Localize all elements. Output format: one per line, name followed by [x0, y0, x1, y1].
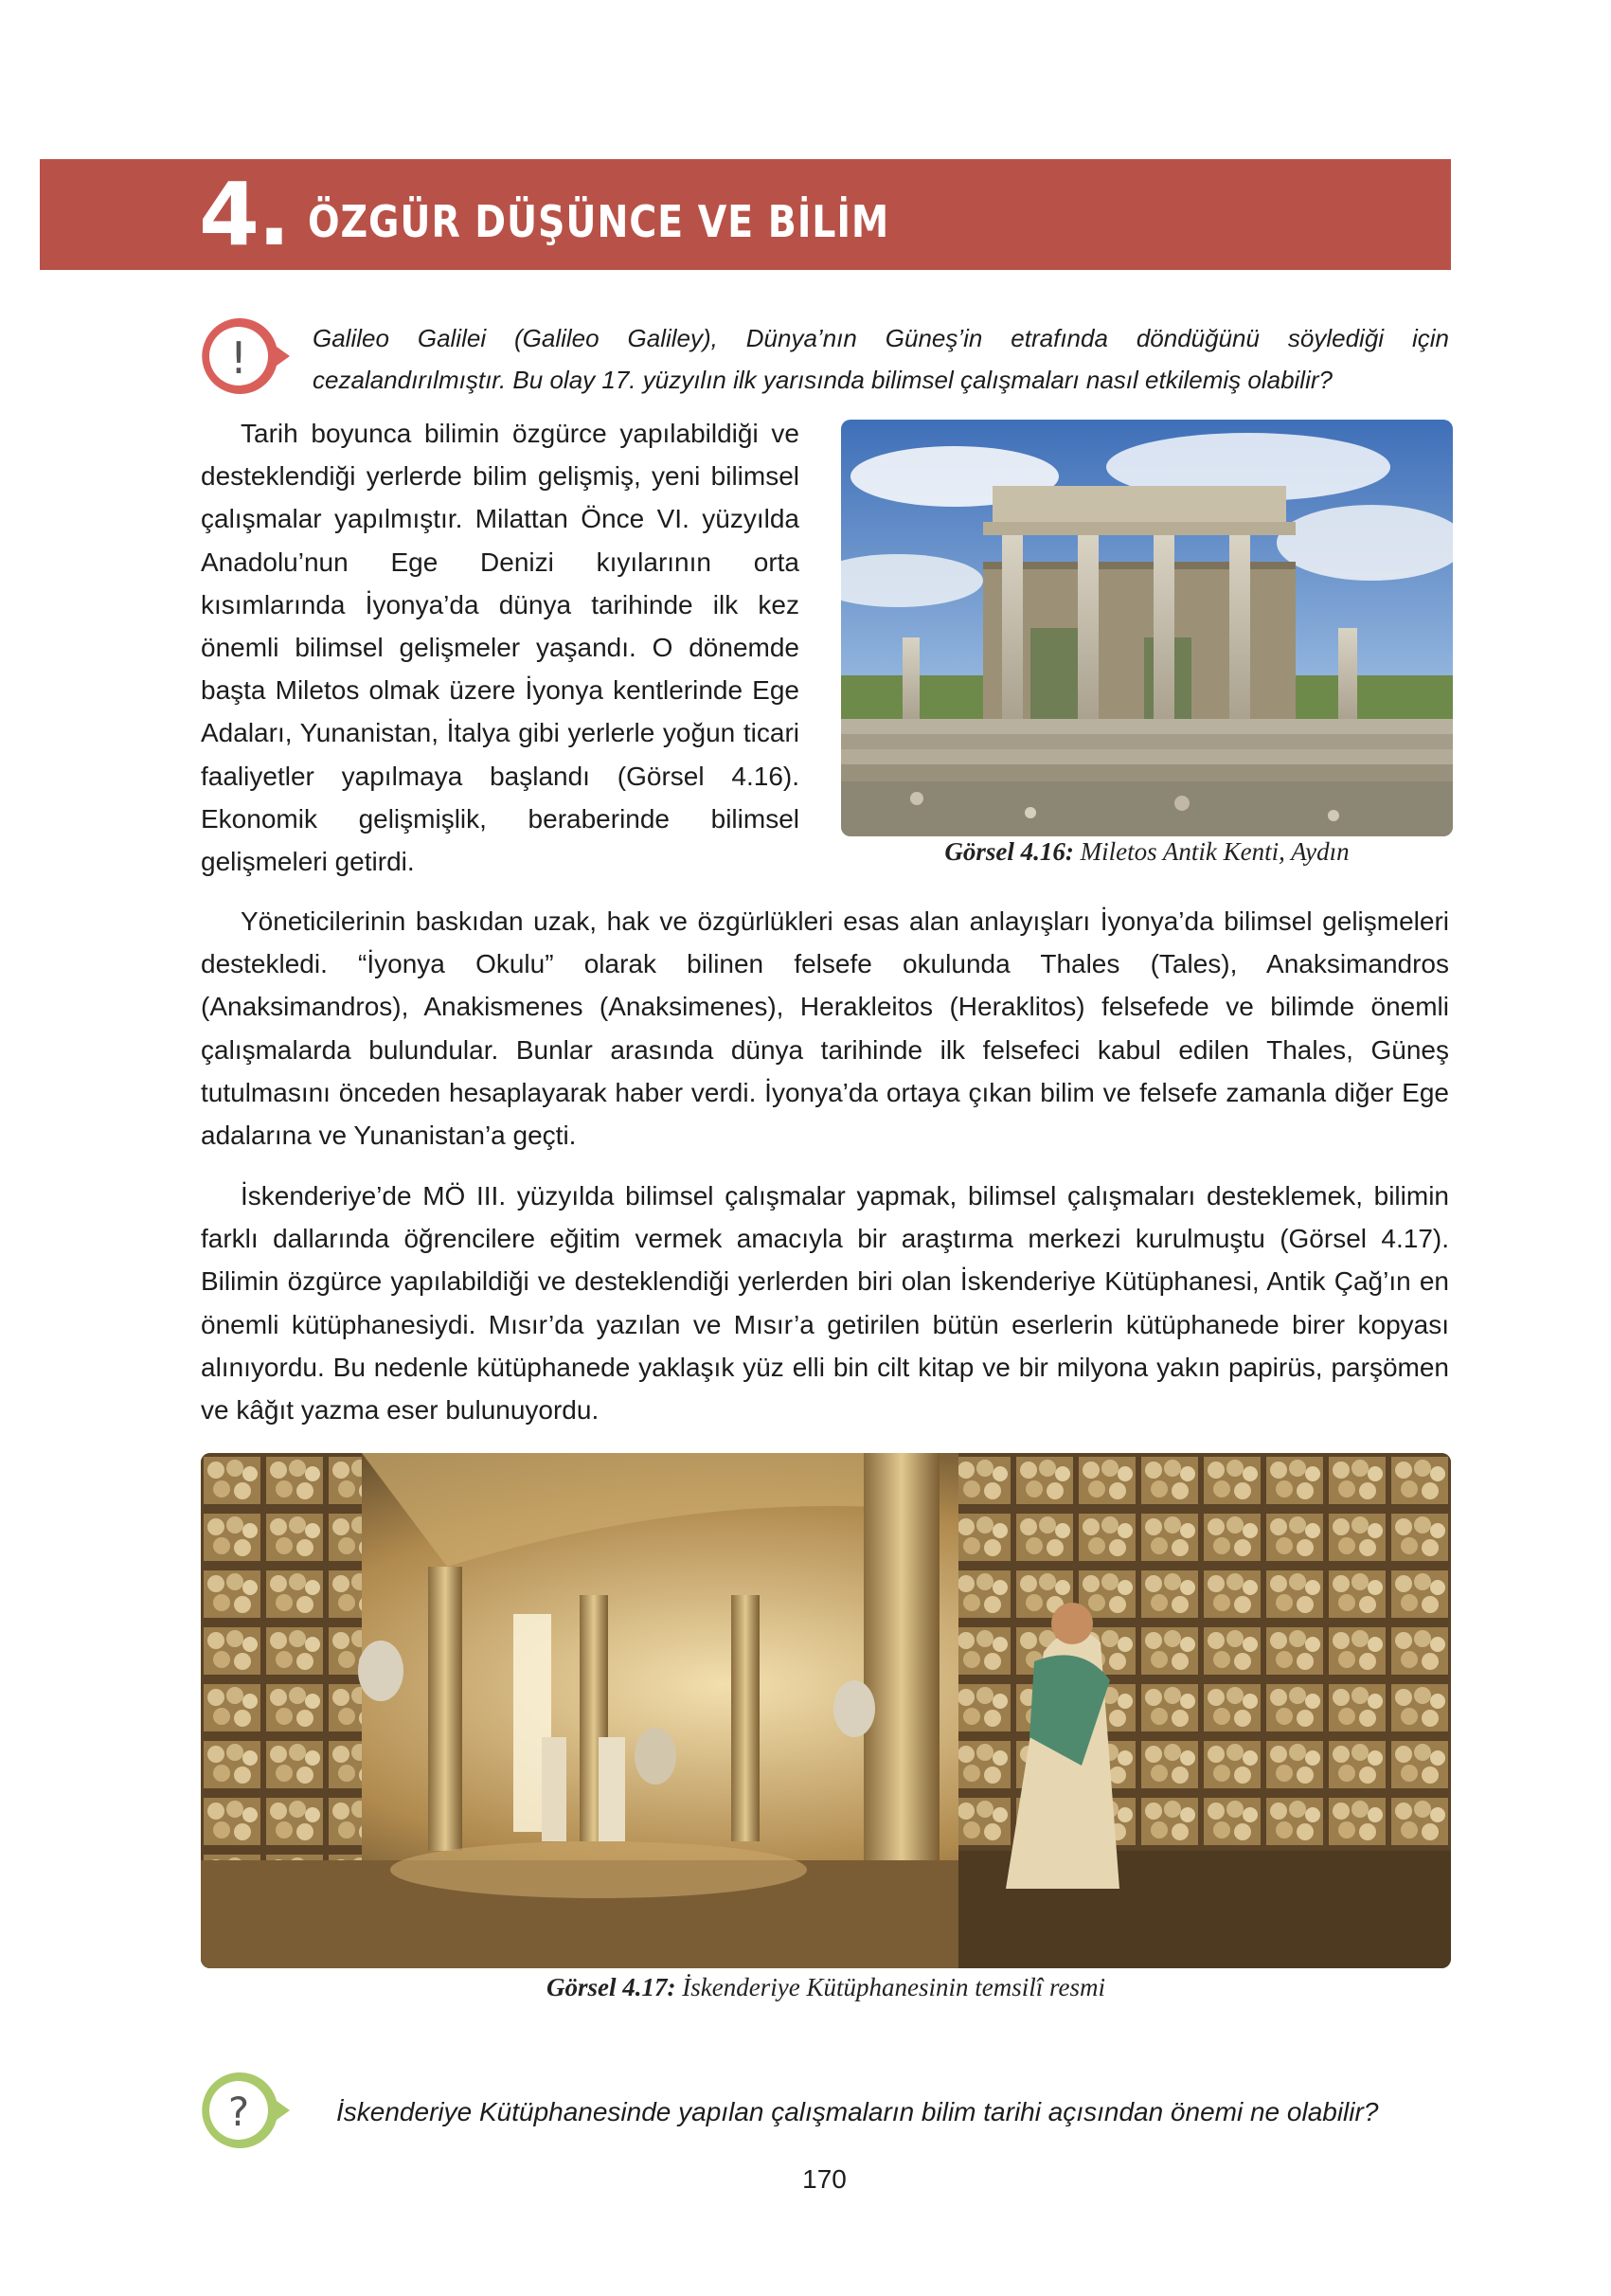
paragraph-2 — [201, 900, 1449, 1157]
figure-4-17-text: İskenderiye Kütüphanesinin temsilî resmi — [682, 1973, 1105, 2001]
exclamation-icon — [197, 313, 297, 400]
svg-text:?: ? — [227, 2089, 250, 2135]
closing-question: İskenderiye Kütüphanesinde yapılan çalışmaların bilim tarihi açısından önemi ne olabilir? — [336, 2097, 1379, 2126]
paragraph-1 — [201, 412, 799, 883]
intro-question: Galileo Galilei (Galileo Galiley), Dünya’nın Güneş’in etrafında döndüğünü söylediği için cezalandırılmıştır. Bu olay 17. yüzyılın ilk yarısında bilimsel çalışmaları nasıl etkilemiş olabilir? — [313, 324, 1449, 394]
chapter-banner — [40, 159, 1451, 270]
figure-4-16-caption — [841, 837, 1453, 867]
figure-4-16-label: Görsel 4.16: — [944, 837, 1074, 866]
paragraph-2-text: Yöneticilerinin baskıdan uzak, hak ve özgürlükleri esas alan anlayışları İyonya’da bilimsel gelişmeleri destekledi. “İyonya Okulu” olarak bilinen felsefe okulunda Thales (Tales), Anaksimandros (Anaksimandros), Anakismenes (Anaksimenes), Herakleitos (Heraklitos) felsefede ve bilimde önemli çalışmalarda bulundular. Bunlar arasında dünya tarihinde ilk felsefeci kabul edilen Thales, Güneş tutulmasını önceden hesaplayarak haber verdi. İyonya’da ortaya çıkan bilim ve felsefe zamanla diğer Ege adalarına ve Yunanistan’a geçti. — [201, 906, 1449, 1151]
miletos-ruins-photo — [841, 420, 1453, 836]
library-of-alexandria-illustration — [201, 1453, 1451, 1968]
figure-4-17-caption — [201, 1973, 1451, 2002]
figure-4-17-label: Görsel 4.17: — [546, 1973, 676, 2001]
figure-4-16-text: Miletos Antik Kenti, Aydın — [1080, 837, 1350, 866]
chapter-title: ÖZGÜR DÜŞÜNCE VE BİLİM — [307, 195, 890, 247]
paragraph-3 — [201, 1175, 1449, 1431]
paragraph-1-text: Tarih boyunca bilimin özgürce yapılabildiği ve desteklendiği yerlerde bilim gelişmiş, yeni bilimsel çalışmalar yapılmıştır. Milattan Önce VI. yüzyılda Anadolu’nun Ege Denizi kıyılarının orta kısımlarında İyonya’da dünya tarihinde ilk kez önemli bilimsel gelişmeler yaşandı. O dönemde başta Miletos olmak üzere İyonya kentlerinde Ege Adaları, Yunanistan, İtalya gibi yerlerle yoğun ticari faaliyetler yapılmaya başlandı (Görsel 4.16). Ekonomik gelişmişlik, beraberinde bilimsel gelişmeleri getirdi. — [201, 419, 799, 877]
svg-text:!: ! — [229, 332, 248, 384]
paragraph-3-text: İskenderiye’de MÖ III. yüzyılda bilimsel çalışmalar yapmak, bilimsel çalışmaları desteklemek, bilimin farklı dallarında öğrencilere eğitim vermek amacıyla bir araştırma merkezi kurulmuştu (Görsel 4.17). Bilimin özgürce yapılabildiği ve desteklendiği yerlerden biri olan İskenderiye Kütüphanesi, Antik Çağ’ın en önemli kütüphanesiydi. Mısır’da yazılan ve Mısır’a getirilen bütün eserlerin kütüphanede birer kopyası alınıyordu. Bu nedenle kütüphanede yaklaşık yüz elli bin cilt kitap ve bir milyona yakın papirüs, parşömen ve kâğıt yazma eser bulunuyordu. — [201, 1181, 1449, 1426]
chapter-number: 4. — [199, 163, 289, 265]
page-number: 170 — [802, 2164, 847, 2194]
question-icon — [197, 2067, 297, 2154]
